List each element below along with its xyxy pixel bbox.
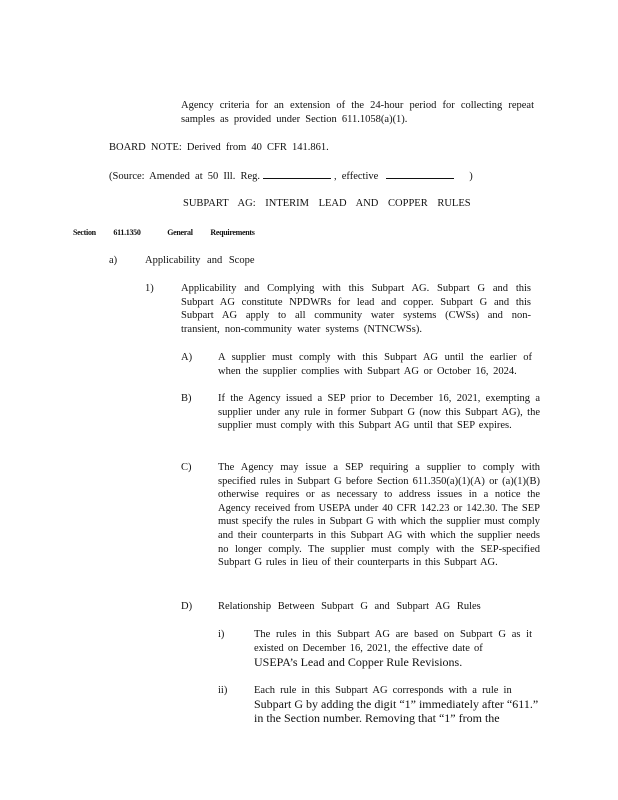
item-i-text-continued: USEPA’s Lead and Copper Rule Revisions. xyxy=(254,655,463,669)
item-i-label: i) xyxy=(218,629,225,640)
section-label: Section xyxy=(73,228,96,237)
subsection-a-label: a) xyxy=(109,255,118,266)
board-note: BOARD NOTE: Derived from 40 CFR 141.861. xyxy=(109,142,329,153)
item-ii-label: ii) xyxy=(218,685,228,696)
item-C-text: The Agency may issue a SEP requiring a supplier to comply with specified rules in Subpart G before Section 611.350(a)(1)(A) or (a)(1)(B) otherwise requires or as necessary to address issues in a notice the Agency received from USEPA under 40 CFR 142.23 or 142.30. The SEP must specify the rules in Subpart G with which the supplier must comply and their counterparts in this Subpart AG with which the supplier needs no longer comply. The supplier must comply with the SEP-specified Subpart G rules in lieu of their counterparts in this Subpart AG. xyxy=(218,462,540,569)
item-B-label: B) xyxy=(181,393,192,404)
section-number: 611.1350 xyxy=(113,228,141,237)
register-blank xyxy=(263,169,331,179)
section-heading xyxy=(73,226,373,240)
source-close: ) xyxy=(469,171,473,182)
item-C-label: C) xyxy=(181,462,192,473)
effective-date-blank xyxy=(386,169,454,179)
subsection-a-title: Applicability and Scope xyxy=(145,255,255,266)
source-effective: , effective xyxy=(334,171,379,182)
source-note xyxy=(109,169,529,184)
source-prefix: (Source: Amended at 50 Ill. Reg. xyxy=(109,171,261,182)
item-A-label: A) xyxy=(181,352,193,363)
section-title: General Requirements xyxy=(167,228,255,237)
item-1-text: Applicability and Complying with this Subpart AG. Subpart G and this Subpart AG constitute NPDWRs for lead and copper. Subpart G and this Subpart AG apply to all community water systems (CWSs) and non-transient, non-community water systems (NTNCWSs). xyxy=(181,283,531,335)
item-1-label: 1) xyxy=(145,283,154,294)
agency-criteria-paragraph: Agency criteria for an extension of the 24-hour period for collecting repeat samples as provided under Section 611.1058(a)(1). xyxy=(181,100,534,125)
item-ii-text-continued: Subpart G by adding the digit “1” immediately after “611.” in the Section number. Removing that “1” from the xyxy=(254,697,539,725)
subpart-heading: SUBPART AG: INTERIM LEAD AND COPPER RULES xyxy=(183,198,471,209)
item-D-title: Relationship Between Subpart G and Subpart AG Rules xyxy=(218,601,481,612)
item-ii-text: Each rule in this Subpart AG corresponds with a rule in xyxy=(254,685,512,696)
item-i-text: The rules in this Subpart AG are based on Subpart G as it existed on December 16, 2021, the effective date of xyxy=(254,629,532,654)
item-B-text: If the Agency issued a SEP prior to December 16, 2021, exempting a supplier under any rule in former Subpart G (now this Subpart AG), the supplier must comply with this Subpart AG until that SEP expires. xyxy=(218,393,540,432)
item-D-label: D) xyxy=(181,601,193,612)
item-A-text: A supplier must comply with this Subpart AG until the earlier of when the supplier complies with Subpart AG or October 16, 2024. xyxy=(218,352,532,377)
